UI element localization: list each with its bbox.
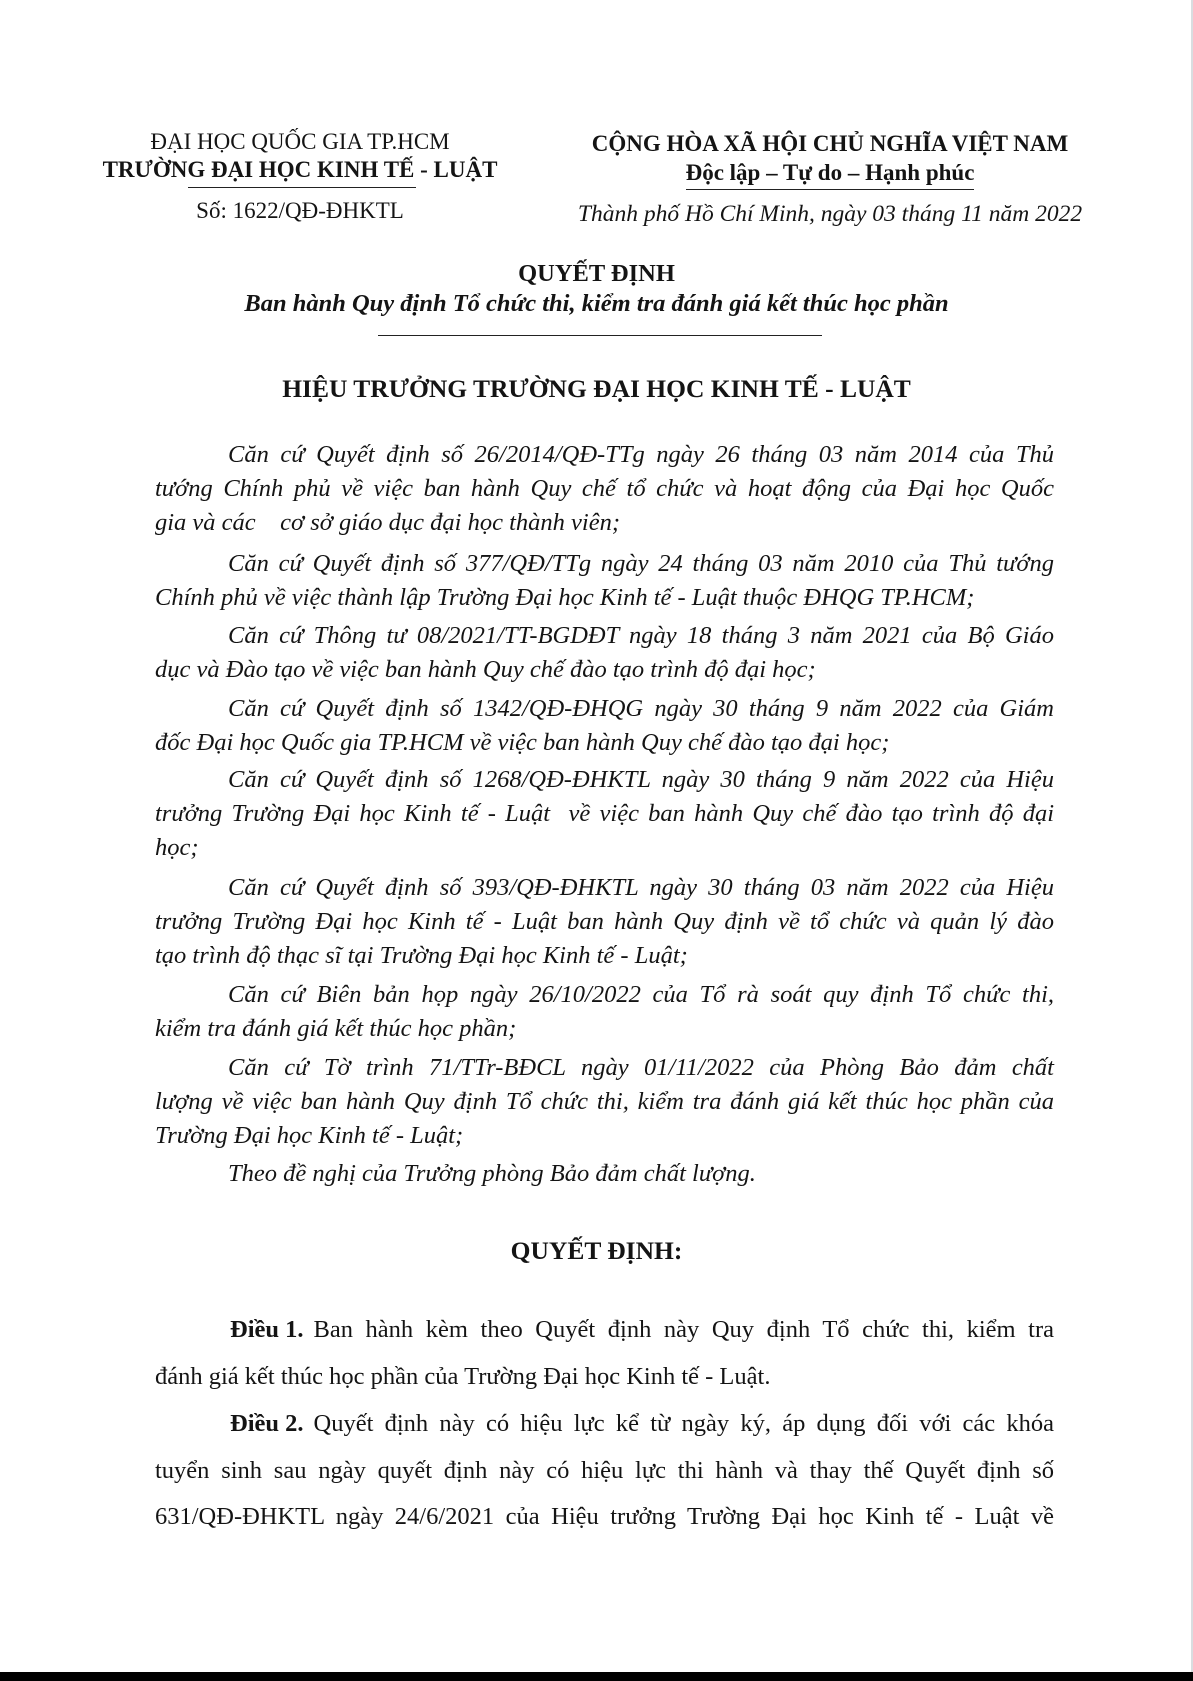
authority-heading: HIỆU TRƯỞNG TRƯỜNG ĐẠI HỌC KINH TẾ - LUẬT (282, 374, 911, 403)
recital-6-line-2: trưởng Trường Đại học Kinh tế - Luật ban hành Quy định về tổ chức và quản lý đào (155, 908, 1054, 935)
recital-1-line-3: gia và các cơ sở giáo dục đại học thành viên; (155, 509, 620, 536)
recital-8-line-2: lượng về việc ban hành Quy định Tổ chức thi, kiểm tra đánh giá kết thúc học phần của (155, 1088, 1054, 1115)
document-title: QUYẾT ĐỊNH (518, 260, 675, 287)
header-motto-underline (686, 189, 974, 190)
header-country: CỘNG HÒA XÃ HỘI CHỦ NGHĨA VIỆT NAM (591, 131, 1069, 156)
article-2-text-1: Quyết định này có hiệu lực kể từ ngày ký, áp dụng đối với các khóa (313, 1410, 1054, 1437)
recital-5-line-3: học; (155, 834, 199, 861)
subtitle-underline (378, 335, 822, 336)
header-school-underline (188, 187, 416, 188)
recital-2-line-2: Chính phủ về việc thành lập Trường Đại học Kinh tế - Luật thuộc ĐHQG TP.HCM; (155, 584, 975, 611)
recital-6-line-3: tạo trình độ thạc sĩ tại Trường Đại học Kinh tế - Luật; (155, 942, 688, 969)
document-number: Số: 1622/QĐ-ĐHKTL (196, 198, 404, 223)
recital-8-line-3: Trường Đại học Kinh tế - Luật; (155, 1122, 464, 1149)
header-motto: Độc lập – Tự do – Hạnh phúc (685, 160, 975, 185)
article-2-line-3: 631/QĐ-ĐHKTL ngày 24/6/2021 của Hiệu trưởng Trường Đại học Kinh tế - Luật về (155, 1503, 1054, 1530)
recital-9-line-1: Theo đề nghị của Trưởng phòng Bảo đảm chất lượng. (228, 1160, 756, 1187)
article-2-line-2: tuyển sinh sau ngày quyết định này có hiệu lực thi hành và thay thế Quyết định số (155, 1457, 1054, 1484)
recital-7-line-2: kiểm tra đánh giá kết thúc học phần; (155, 1015, 517, 1042)
header-org: ĐẠI HỌC QUỐC GIA TP.HCM (150, 129, 450, 154)
recital-3-line-2: dục và Đào tạo về việc ban hành Quy chế đào tạo trình độ đại học; (155, 656, 816, 683)
recital-5-line-1: Căn cứ Quyết định số 1268/QĐ-ĐHKTL ngày 30 tháng 9 năm 2022 của Hiệu (228, 766, 1054, 793)
recital-5-line-2: trưởng Trường Đại học Kinh tế - Luật về việc ban hành Quy chế đào tạo trình độ đại (155, 800, 1054, 827)
scan-bottom-bar (0, 1672, 1193, 1681)
recital-3-line-1: Căn cứ Thông tư 08/2021/TT-BGDĐT ngày 18 tháng 3 năm 2021 của Bộ Giáo (228, 622, 1054, 649)
article-1-line-2: đánh giá kết thúc học phần của Trường Đại học Kinh tế - Luật. (155, 1363, 771, 1390)
recital-7-line-1: Căn cứ Biên bản họp ngày 26/10/2022 của Tổ rà soát quy định Tổ chức thi, (228, 981, 1054, 1008)
recital-4-line-1: Căn cứ Quyết định số 1342/QĐ-ĐHQG ngày 30 tháng 9 năm 2022 của Giám (228, 695, 1054, 722)
recital-6-line-1: Căn cứ Quyết định số 393/QĐ-ĐHKTL ngày 30 tháng 03 năm 2022 của Hiệu (228, 874, 1054, 901)
place-date: Thành phố Hồ Chí Minh, ngày 03 tháng 11 năm 2022 (577, 201, 1083, 227)
recital-1-line-1: Căn cứ Quyết định số 26/2014/QĐ-TTg ngày 26 tháng 03 năm 2014 của Thủ (228, 441, 1054, 468)
decision-heading: QUYẾT ĐỊNH: (510, 1236, 683, 1265)
article-1-line-1 (230, 1313, 1054, 1347)
article-1-text-1: Ban hành kèm theo Quyết định này Quy định Tổ chức thi, kiểm tra (313, 1316, 1054, 1343)
recital-4-line-2: đốc Đại học Quốc gia TP.HCM về việc ban hành Quy chế đào tạo đại học; (155, 729, 890, 756)
article-2-label: Điều 2. (230, 1410, 304, 1437)
recital-1-line-2: tướng Chính phủ về việc ban hành Quy chế tổ chức và hoạt động của Đại học Quốc (155, 475, 1054, 502)
header-school: TRƯỜNG ĐẠI HỌC KINH TẾ - LUẬT (102, 157, 498, 182)
document-subtitle: Ban hành Quy định Tổ chức thi, kiểm tra đánh giá kết thúc học phần (244, 290, 949, 317)
recital-2-line-1: Căn cứ Quyết định số 377/QĐ/TTg ngày 24 tháng 03 năm 2010 của Thủ tướng (228, 550, 1054, 577)
article-2-line-1 (230, 1407, 1054, 1441)
article-1-label: Điều 1. (230, 1316, 304, 1343)
recital-8-line-1: Căn cứ Tờ trình 71/TTr-BĐCL ngày 01/11/2022 của Phòng Bảo đảm chất (228, 1054, 1054, 1081)
